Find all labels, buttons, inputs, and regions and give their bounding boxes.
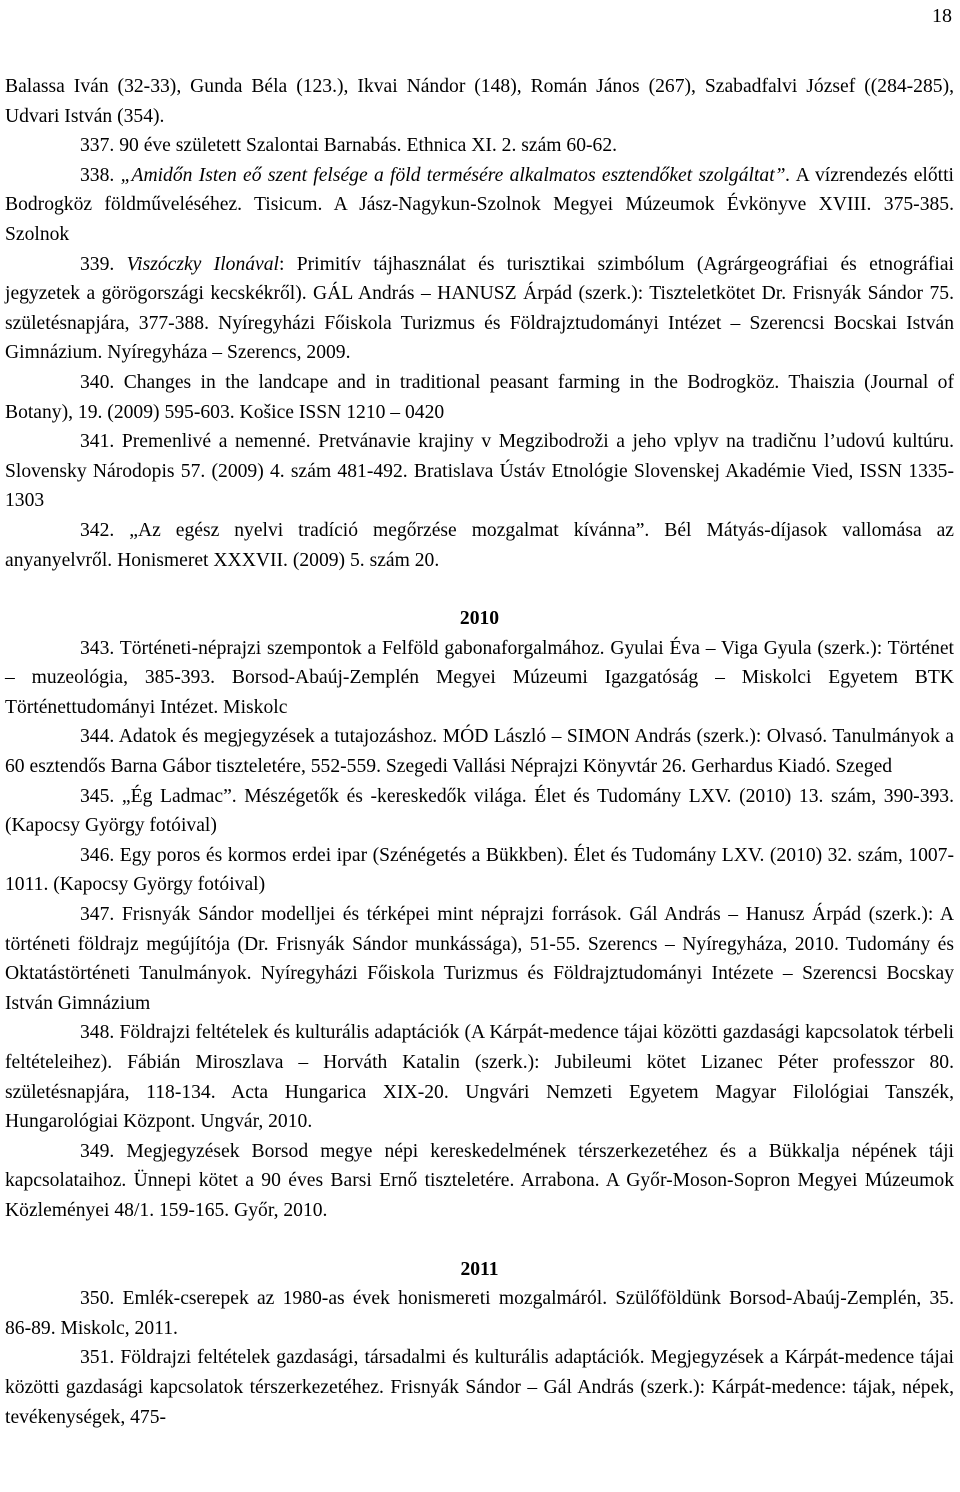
bibliography-entry — [5, 634, 954, 723]
entry-text: : Primitív tájhasználat és turisztikai szimbólum (Agrárgeográfiai és etnográfiai jegyzetek a görögországi kecskékről). GÁL András – HANUSZ Árpád (szerk.): Tiszteletkötet Dr. Frisnyák Sándor 75. születésnapjára, 377-388. Nyíregyházi Főiskola Turizmus és Földrajztudományi Intézet – Szerencsi Bocskai István Gimnázium. Nyíregyháza – Szerencs, 2009. — [5, 253, 954, 364]
entry-coauthor-italic: Viszóczky Ilonával — [126, 253, 279, 275]
entry-number: 348. — [80, 1022, 115, 1044]
entry-text: Premenlivé a nemenné. Pretvánavie krajiny v Megzibodroži a jeho vplyv na tradičnu l’udovú kultúru. Slovensky Národopis 57. (2009) 4. szám 481-492. Bratislava Ústáv Etnológie Slovenskej Akadémie Vied, ISSN 1335-1303 — [5, 431, 954, 512]
entry-number: 346. — [80, 844, 115, 866]
bibliography-entry — [5, 250, 954, 368]
bibliography-entry — [5, 368, 954, 427]
entry-number: 342. — [80, 519, 115, 541]
entry-number: 349. — [80, 1140, 115, 1162]
bibliography-entry — [5, 72, 954, 131]
page-number: 18 — [932, 5, 952, 27]
year-heading-2010: 2010 — [459, 608, 500, 630]
entry-number: 338. — [80, 164, 115, 186]
entry-number: 343. — [80, 637, 115, 659]
entry-text: A vízrendezés előtti Bodrogköz földműveléséhez. Tisicum. A Jász-Nagykun-Szolnok Megyei Múzeumok Évkönyve XVIII. 375-385. Szolnok — [5, 164, 954, 245]
bibliography-entry — [5, 516, 954, 575]
bibliography-entry — [5, 161, 954, 250]
entry-number: 337. — [80, 135, 115, 157]
entry-number: 339. — [80, 253, 115, 275]
bibliography-entry — [5, 1343, 954, 1432]
entry-text: Történeti-néprajzi szempontok a Felföld gabonaforgalmához. Gyulai Éva – Viga Gyula (szerk.): Történet – muzeológia, 385-393. Borsod-Abaúj-Zemplén Megyei Múzeumi Igazgatóság – Miskolci Egyetem BTK Történettudományi Intézet. Miskolc — [5, 637, 954, 718]
entry-number: 351. — [80, 1347, 115, 1369]
bibliography-entry — [5, 1284, 954, 1343]
bibliography-entry — [5, 841, 954, 900]
year-heading-2011: 2011 — [460, 1258, 499, 1280]
entry-text — [114, 254, 126, 275]
entry-number: 340. — [80, 371, 115, 393]
entry-text: Changes in the landcape and in traditional peasant farming in the Bodrogköz. Thaiszia (Journal of Botany), 19. (2009) 595-603. Košice ISSN 1210 – 0420 — [5, 371, 954, 423]
bibliography-entry — [5, 1137, 954, 1226]
entry-text: Balassa Iván (32-33), Gunda Béla (123.), Ikvai Nándor (148), Román János (267), Szabadfalvi József ((284-285), Udvari István (354). — [5, 76, 954, 127]
entry-text: Emlék-cserepek az 1980-as évek honismereti mozgalmáról. Szülőföldünk Borsod-Abaúj-Zemplén, 35. 86-89. Miskolc, 2011. — [5, 1288, 954, 1339]
entry-title-italic: „Amidőn Isten eő szent felsége a föld termésére alkalmatos esztendőket szolgáltat”. — [120, 164, 791, 186]
bibliography-entry — [5, 900, 954, 1018]
bibliography-entry — [5, 1018, 954, 1136]
entry-text: Egy poros és kormos erdei ipar (Szénégetés a Bükkben). Élet és Tudomány LXV. (2010) 32. szám, 1007-1011. (Kapocsy György fotóival) — [5, 844, 954, 896]
entry-text: Adatok és megjegyzések a tutajozáshoz. MÓD László – SIMON András (szerk.): Olvasó. Tanulmányok a 60 esztendős Barna Gábor tiszteletére, 552-559. Szegedi Vallási Néprajzi Könyvtár 26. Gerhardus Kiadó. Szeged — [5, 726, 954, 778]
entry-text: Földrajzi feltételek gazdasági, társadalmi és kulturális adaptációk. Megjegyzések a Kárpát-medence tájai közötti gazdasági kapcsolatok térszerkezetéhez. Frisnyák Sándor – Gál András (szerk.): Kárpát-medence: tájak, népek, tevékenységek, 475- — [5, 1347, 954, 1428]
entry-text: Földrajzi feltételek és kulturális adaptációk (A Kárpát-medence tájai közötti gazdasági kapcsolatok térbeli feltételeihez). Fábián Miroszlava – Horváth Katalin (szerk.): Jubileumi kötet Lizanec Péter professzor 80. születésnapjára, 118-134. Acta Hungarica XIX-20. Ungvári Nemzeti Egyetem Magyar Filológiai Tanszék, Hungarológiai Központ. Ungvár, 2010. — [5, 1022, 954, 1133]
entry-text: „Az egész nyelvi tradíció megőrzése mozgalmat kívánna”. Bél Mátyás-díjasok vallomása az anyanyelvről. Honismeret XXXVII. (2009) 5. szám 20. — [5, 519, 954, 571]
entry-text: Frisnyák Sándor modelljei és térképei mint néprajzi források. Gál András – Hanusz Árpád (szerk.): A történeti földrajz megújítója (Dr. Frisnyák Sándor munkássága), 51-55. Szerencs – Nyíregyháza, 2010. Tudomány és Oktatástörténeti Tanulmányok. Nyíregyházi Főiskola Turizmus és Földrajztudományi Intézete – Szerencsi Bocskay István Gimnázium — [5, 904, 954, 1014]
entry-number: 344. — [80, 726, 115, 748]
bibliography-entry — [5, 722, 954, 781]
entry-text: Megjegyzések Borsod megye népi kereskedelmének térszerkezetéhez és a Bükkalja népének táji kapcsolataihoz. Ünnepi kötet a 90 éves Barsi Ernő tiszteletére. Arrabona. A Győr-Moson-Sopron Megyei Múzeumok Közleményei 48/1. 159-165. Győr, 2010. — [5, 1140, 954, 1221]
bibliography-entry — [5, 782, 954, 841]
entry-number: 345. — [80, 785, 115, 807]
entry-number: 350. — [80, 1288, 115, 1310]
entry-number: 341. — [80, 431, 115, 453]
entry-text: 90 éve született Szalontai Barnabás. Ethnica XI. 2. szám 60-62. — [114, 135, 618, 157]
bibliography-body — [5, 72, 954, 1432]
bibliography-entry — [5, 427, 954, 516]
entry-text: „Ég Ladmac”. Mészégetők és -kereskedők világa. Élet és Tudomány LXV. (2010) 13. szám, 390-393. (Kapocsy György fotóival) — [5, 785, 954, 837]
entry-number: 347. — [80, 904, 115, 926]
bibliography-entry — [5, 131, 954, 161]
